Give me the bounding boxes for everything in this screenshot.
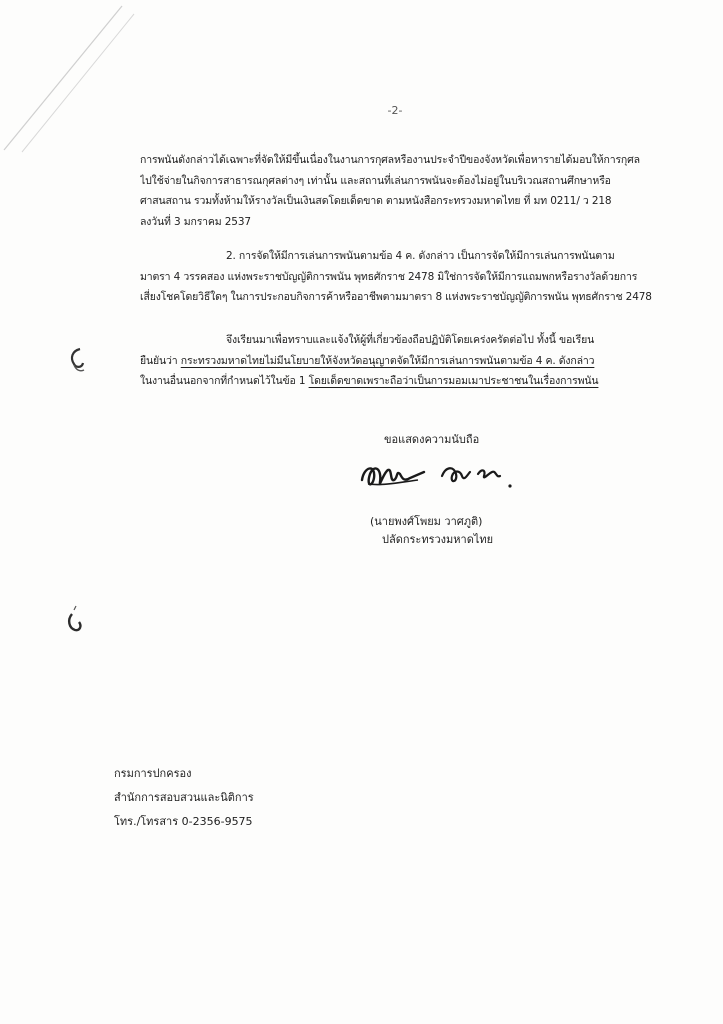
hole-punch-mark (62, 604, 86, 636)
hole-punch-mark (66, 346, 88, 376)
handwritten-signature (354, 452, 524, 502)
paragraph-3-line (140, 351, 655, 372)
paragraph-3-text: ในงานอื่นนอกจากที่กำหนดไว้ในข้อ 1 (140, 375, 309, 387)
paragraph-2 (140, 246, 655, 308)
signer-name: (นายพงศ์โพยม วาศภูติ) (370, 515, 483, 528)
paragraph-2-line: มาตรา 4 วรรคสอง แห่งพระราชบัญญัติการพนัน พุทธศักราช 2478 มิใช่การจัดให้มีการแถมพกหรือรางวัลด้วยการ (140, 270, 638, 283)
paragraph-1-line: ไปใช้จ่ายในกิจการสาธารณกุศลต่างๆ เท่านั้น และสถานที่เล่นการพนันจะต้องไม่อยู่ในบริเวณสถานศึกษาหรือ (140, 174, 611, 187)
signer-title: ปลัดกระทรวงมหาดไทย (382, 533, 494, 546)
phone-fax: โทร./โทรสาร 0-2356-9575 (114, 815, 253, 828)
paragraph-1-line: การพนันดังกล่าวได้เฉพาะที่จัดให้มีขึ้นเนื่องในงานการกุศลหรืองานประจำปีของจังหวัดเพื่อหารายได้มอบให้การกุศล (140, 154, 640, 166)
paragraph-3 (140, 330, 655, 392)
scan-streak-mark (0, 0, 140, 160)
page-number: -2- (387, 104, 403, 117)
paragraph-2-line: 2. การจัดให้มีการเล่นการพนันตามข้อ 4 ค. ดังกล่าว เป็นการจัดให้มีการเล่นการพนันตาม (226, 250, 615, 262)
paragraph-3-underlined-text: กระทรวงมหาดไทยไม่มีนโยบายให้จังหวัดอนุญาตจัดให้มีการเล่นการพนันตามข้อ 4 ค. ดังกล่าว (180, 354, 595, 367)
paragraph-1-line: ศาสนสถาน รวมทั้งห้ามให้รางวัลเป็นเงินสดโดยเด็ดขาด ตามหนังสือกระทรวงมหาดไทย ที่ มท 0211/ ว 218 (140, 195, 612, 207)
closing-salutation: ขอแสดงความนับถือ (384, 433, 480, 446)
department-name: กรมการปกครอง (114, 767, 192, 780)
paragraph-3-line: จึงเรียนมาเพื่อทราบและแจ้งให้ผู้ที่เกี่ยวข้องถือปฏิบัติโดยเคร่งครัดต่อไป ทั้งนี้ ขอเรียน (226, 334, 595, 346)
paragraph-1 (140, 150, 655, 232)
paragraph-2-line: เสี่ยงโชคโดยวิธีใดๆ ในการประกอบกิจการค้าหรืออาชีพตามมาตรา 8 แห่งพระราชบัญญัติการพนัน พุทธศักราช 2478 (140, 291, 652, 303)
paragraph-1-line: ลงวันที่ 3 มกราคม 2537 (140, 215, 251, 228)
office-name: สำนักการสอบสวนและนิติการ (114, 791, 254, 804)
paragraph-3-text: ยืนยันว่า (140, 354, 181, 367)
paragraph-3-underlined-text: โดยเด็ดขาดเพราะถือว่าเป็นการมอมเมาประชาชนในเรื่องการพนัน (308, 375, 599, 387)
paragraph-3-line (140, 371, 655, 392)
sender-info (114, 762, 254, 834)
